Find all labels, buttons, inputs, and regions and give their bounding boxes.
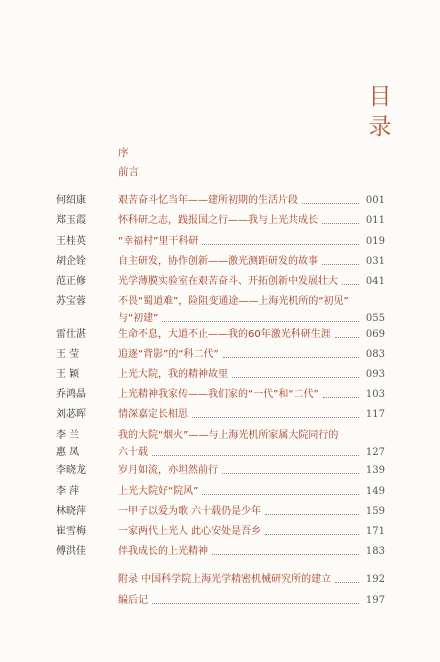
entry-dot-leader	[265, 534, 359, 535]
entry-title: 情深嘉定长相思	[118, 409, 188, 420]
entry-title: 伴我成长的上光精神	[118, 546, 208, 557]
entry-page-number: 069	[365, 329, 385, 340]
toc-entry[interactable]	[0, 275, 440, 297]
entry-page-number: 093	[365, 369, 385, 380]
entry-dot-leader	[222, 473, 359, 474]
entry-title: 怀科研之志，践报国之行——我与上光共成长	[118, 215, 318, 226]
entry-page-number: 055	[365, 313, 385, 324]
entry-page-number: 159	[365, 506, 385, 517]
entry-page-number: 083	[365, 349, 385, 360]
front-matter-item[interactable]: 序	[118, 147, 129, 159]
entry-title: 一家两代上光人 此心安处是吾乡	[118, 526, 262, 537]
entry-page-number: 127	[365, 447, 385, 458]
front-matter-item[interactable]: 前言	[118, 166, 139, 178]
back-matter-title: 编后记	[118, 595, 148, 606]
back-matter-page-number: 192	[365, 574, 385, 585]
toc-entry[interactable]	[0, 295, 440, 324]
entry-dot-leader	[323, 397, 359, 398]
entry-title-continued: 六十载	[118, 447, 148, 458]
entry-title: 艰苦奋斗忆当年——建所初期的生活片段	[118, 195, 298, 206]
entry-dot-leader	[232, 377, 359, 378]
entry-author: 范正修	[56, 276, 86, 287]
back-matter-dot-leader	[152, 603, 359, 604]
entry-author: 林晓萍	[56, 506, 86, 517]
toc-entry[interactable]	[0, 348, 440, 370]
entry-title: 光学薄膜实验室在艰苦奋斗、开拓创新中发展壮大	[118, 276, 338, 287]
toc-entry[interactable]	[0, 429, 440, 458]
entry-dot-leader	[223, 357, 359, 358]
entry-author: 李 兰	[56, 430, 80, 441]
toc-entry[interactable]	[0, 525, 440, 547]
entry-dot-leader	[152, 455, 359, 456]
entry-title: 上光大院好“院风”	[118, 486, 199, 497]
toc-entry[interactable]	[0, 214, 440, 236]
back-matter-entry[interactable]	[0, 594, 440, 616]
entry-page-number: 149	[365, 486, 385, 497]
entry-title: “幸福村”里干科研	[118, 236, 199, 247]
entry-title: 追逐“背影”的“科二代”	[118, 349, 219, 360]
entry-author: 何绍康	[56, 195, 86, 206]
entry-dot-leader	[335, 337, 359, 338]
entry-dot-leader	[322, 264, 359, 265]
entry-title: 生命不息，大道不止——我的60年激光科研生涯	[118, 329, 331, 340]
entry-title: 上光大院，我的精神故里	[118, 369, 228, 380]
back-matter-entry[interactable]	[0, 573, 440, 595]
toc-entry[interactable]	[0, 485, 440, 507]
entry-author: 胡企铨	[56, 256, 86, 267]
toc-entry[interactable]	[0, 408, 440, 430]
entry-author: 郑玉霞	[56, 215, 86, 226]
entry-dot-leader	[202, 494, 359, 495]
entry-page-number: 001	[365, 195, 385, 206]
entry-title: 岁月如流，亦坦然前行	[118, 465, 218, 476]
entry-page-number: 171	[365, 526, 385, 537]
entry-dot-leader	[212, 554, 359, 555]
entry-dot-leader	[162, 321, 359, 322]
entry-page-number: 031	[365, 256, 385, 267]
entry-title: 一甲子以爱为歌 六十载仍是少年	[118, 506, 262, 517]
toc-heading-char-2: 录	[368, 114, 392, 140]
toc-entry[interactable]	[0, 505, 440, 527]
entry-dot-leader	[202, 244, 359, 245]
entry-author: 崔雪梅	[56, 526, 86, 537]
entry-author: 苏宝蓉	[56, 296, 86, 307]
toc-entry[interactable]	[0, 368, 440, 390]
entry-page-number: 011	[365, 215, 385, 226]
entry-title: 自主研发，协作创新——激光测距研发的故事	[118, 256, 318, 267]
entry-author: 刘苾晖	[56, 409, 86, 420]
entry-page-number: 103	[365, 389, 385, 400]
back-matter-page-number: 197	[365, 595, 385, 606]
toc-entry[interactable]	[0, 545, 440, 567]
toc-entry[interactable]	[0, 328, 440, 350]
entry-author: 李晓龙	[56, 465, 86, 476]
entry-dot-leader	[265, 514, 359, 515]
entry-author-second: 惠 凤	[56, 447, 80, 458]
entry-author: 傅洪佳	[56, 546, 86, 557]
toc-entry[interactable]	[0, 255, 440, 277]
entry-author: 王 颖	[56, 369, 80, 380]
entry-title: 上光精神我家传——我们家的“一代”和“二代”	[118, 389, 319, 400]
toc-heading	[360, 82, 400, 142]
entry-page-number: 019	[365, 236, 385, 247]
entry-dot-leader	[192, 417, 359, 418]
back-matter-title: 附录 中国科学院上海光学精密机械研究所的建立	[118, 574, 332, 585]
entry-page-number: 117	[365, 409, 385, 420]
entry-dot-leader	[322, 223, 359, 224]
entry-title: 我的大院“烟火”——与上海光机所家属大院同行的	[118, 430, 339, 441]
toc-heading-char-1: 目	[368, 84, 392, 110]
entry-page-number: 183	[365, 546, 385, 557]
toc-entry[interactable]	[0, 235, 440, 257]
entry-title-continued: 与“初建”	[118, 313, 159, 324]
entry-page-number: 041	[365, 276, 385, 287]
entry-author: 王桂英	[56, 236, 86, 247]
entry-page-number: 139	[365, 465, 385, 476]
toc-entry[interactable]	[0, 464, 440, 486]
entry-title: 不畏“蜀道难”，险阻变通途——上海光机所的“初见”	[118, 296, 349, 307]
toc-entry[interactable]	[0, 194, 440, 216]
entry-author: 雷仕湛	[56, 329, 86, 340]
entry-dot-leader	[302, 203, 359, 204]
entry-author: 王 莹	[56, 349, 80, 360]
entry-dot-leader	[342, 284, 359, 285]
entry-author: 李 萍	[56, 486, 80, 497]
entry-author: 乔鸿晶	[56, 389, 86, 400]
back-matter-dot-leader	[335, 582, 359, 583]
toc-entry[interactable]	[0, 388, 440, 410]
